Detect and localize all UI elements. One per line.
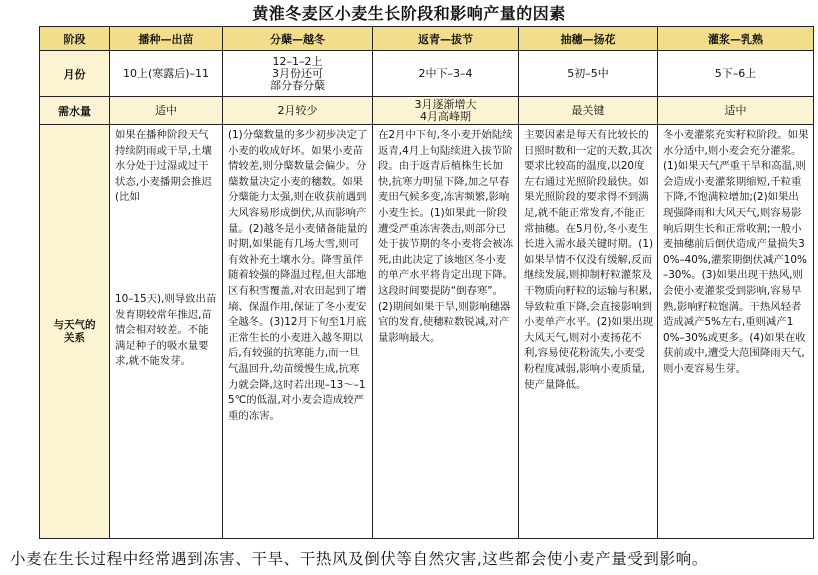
header-stage-label: 阶段: [40, 27, 110, 51]
weather-cell: (1)分蘖数量的多少初步决定了小麦的收成好坏。如果小麦苗情较差,则分蘖数量会偏少。分蘖数量决定小麦的穗数。如果分蘖能力太强,则在收获前遇到大风容易形成倒伏,从而影响产量。(2)越冬是小麦储备能量的时期,如果能有几场大雪,则可有效补充土壤水分。降雪虽伴随着较强的降温过程,但大部地区有积雪覆盖,对农田起到了增墒、保温作用,保证了冬小麦安全越冬。(3)12月下旬至1月底正常生长的小麦进入越冬期以后,有较强的抗寒能力,而一旦气温回升,幼苗缓慢生成,抗寒力就会降,这时若出现–13～–15℃的低温,对小麦会造成较严重的冻害。: [223, 125, 373, 539]
weather-text-part: 10–15天),则导致出苗发育期较常年推迟,苗情会相对较差。不能满足种子的吸水量要求,就不能发芽。: [115, 292, 217, 368]
month-label: 月份: [40, 51, 110, 97]
month-row: [40, 51, 814, 97]
water-cell: 最关键: [519, 97, 658, 125]
stage-factor-table: [39, 26, 814, 539]
header-stage-greening: 返青—拔节: [373, 27, 519, 51]
water-cell: 3月逐渐增大 4月高峰期: [373, 97, 519, 125]
weather-cell: 主要因素是每天有比较长的日照时数和一定的天数,其次要求比较高的温度,以20度左右通过光照阶段最快。如果光照阶段的要求得不到满足,就不能正常发育,不能正常抽穗。在5月份,冬小麦生长进入需水最关键时期。(1)如果旱情不仅没有缓解,反而继续发展,则抑制籽粒灌浆及干物质向籽粒的运输与积累,导致粒重下降,会直接影响到小麦单产水平。(2)如果出现大风天气,则对小麦扬花不利,容易使花粉流失,小麦受粉程度减弱,影响小麦质量,使产量降低。: [519, 125, 658, 539]
weather-cell: 在2月中下旬,冬小麦开始陆续返青,4月上旬陆续进入拔节阶段。由于返青后植株生长加快,抗寒力明显下降,加之早春麦田气候多变,冻害频繁,影响小麦生长。(1)如果此一阶段遭受严重冻害袭击,则部分已处于拔节期的冬小麦将会被冻死,由此决定了该地区冬小麦的单产水平将肯定出现下降。这段时间要提防“倒春寒”。(2)期间如果干旱,则影响穗器官的发育,使穗粒数锐减,对产量影响最大。: [373, 125, 519, 539]
header-stage-tillering: 分蘖—越冬: [223, 27, 373, 51]
weather-label: 与天气的 关系: [40, 125, 110, 539]
month-cell: 12–1–2上 3月份还可 部分春分蘖: [223, 51, 373, 97]
water-label: 需水量: [40, 97, 110, 125]
month-cell: 10上(寒露后)–11: [110, 51, 223, 97]
water-cell: 2月较少: [223, 97, 373, 125]
water-cell: 适中: [110, 97, 223, 125]
weather-text-part: 如果在播种阶段天气持续阴雨或干旱,土壤水分处于过湿或过干状态,小麦播期会推迟 (比如: [115, 129, 212, 204]
header-stage-sowing: 播种—出苗: [110, 27, 223, 51]
weather-cell: 冬小麦灌浆充实籽粒阶段。如果水分适中,则小麦会充分灌浆。(1)如果天气严重干旱和高温,则会造成小麦灌浆期缩短,千粒重下降,不饱满粒增加;(2)如果出现强降雨和大风天气,则容易影响后期生长和正常收割;一般小麦抽穗前后倒伏造成产量损失30%–40%,灌浆期倒伏减产10%–30%。(3)如果出现干热风,则会使小麦灌浆受到影响,容易早熟,影响籽粒饱满。干热风轻者造成减产5%左右,重则减产10%–30%或更多。(4)如果在收获前或中,遭受大范围降雨天气,则小麦容易生芽。: [658, 125, 814, 539]
header-row: [40, 27, 814, 51]
water-row: [40, 97, 814, 125]
weather-row: [40, 125, 814, 539]
month-cell: 5初–5中: [519, 51, 658, 97]
weather-cell: [110, 125, 223, 539]
month-cell: 5下–6上: [658, 51, 814, 97]
blank-gap: [115, 206, 218, 292]
header-stage-filling: 灌浆—乳熟: [658, 27, 814, 51]
month-cell: 2中下–3–4: [373, 51, 519, 97]
water-cell: 适中: [658, 97, 814, 125]
page-title: 黄淮冬麦区小麦生长阶段和影响产量的因素: [252, 4, 566, 23]
footer-caption: 小麦在生长过程中经常遇到冻害、干旱、干热风及倒伏等自然灾害,这些都会使小麦产量受到影响。: [10, 550, 708, 568]
header-stage-heading: 抽穗—扬花: [519, 27, 658, 51]
